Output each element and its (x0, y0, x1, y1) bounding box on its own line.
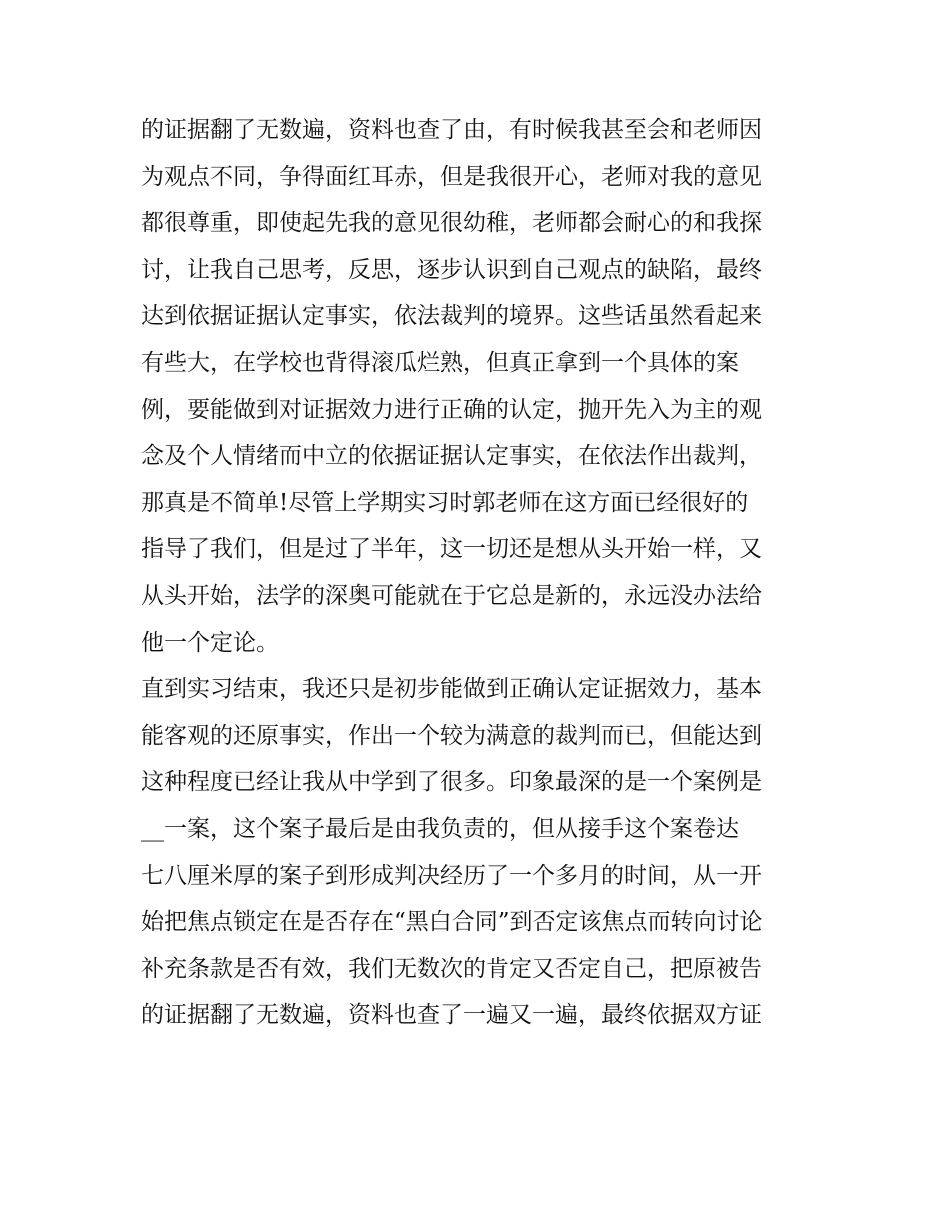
text-line: 的证据翻了无数遍，资料也查了由，有时候我甚至会和老师因 (141, 117, 762, 143)
text-line: 达到依据证据认定事实，依法裁判的境界。这些话虽然看起来 (141, 303, 762, 330)
text-line: 补充条款是否有效，我们无数次的肯定又否定自己，把原被告 (141, 955, 762, 982)
text-line: 例，要能做到对证据效力进行正确的认定，抛开先入为主的观 (141, 396, 762, 423)
text-line: 直到实习结束，我还只是初步能做到正确认定证据效力，基本 (141, 676, 762, 703)
text-line: 从头开始，法学的深奥可能就在于它总是新的，永远没办法给 (141, 582, 762, 609)
text-line: 有些大，在学校也背得滚瓜烂熟，但真正拿到一个具体的案 (141, 349, 739, 376)
text-line: 都很尊重，即使起先我的意见很幼稚，老师都会耐心的和我探 (141, 210, 762, 237)
text-line: 的证据翻了无数遍，资料也查了一遍又一遍，最终依据双方证 (141, 1002, 762, 1029)
text-line: 为观点不同，争得面红耳赤，但是我很开心，老师对我的意见 (141, 163, 762, 190)
text-line: 能客观的还原事实，作出一个较为满意的裁判而已，但能达到 (141, 722, 762, 749)
text-line: 他一个定论。 (141, 629, 279, 656)
text-line: 指导了我们，但是过了半年，这一切还是想从头开始一样，又 (141, 536, 762, 563)
body-text (141, 107, 821, 1039)
text-line: 七八厘米厚的案子到形成判决经历了一个多月的时间，从一开 (141, 862, 762, 889)
text-line: 始把焦点锁定在是否存在“黑白合同”到否定该焦点而转向讨论 (141, 909, 763, 936)
text-line: 那真是不简单!尽管上学期实习时郭老师在这方面已经很好的 (141, 489, 749, 516)
text-line: 这种程度已经让我从中学到了很多。印象最深的是一个案例是 (141, 769, 762, 796)
text-line: 念及个人情绪而中立的依据证据认定事实，在依法作出裁判， (141, 443, 762, 470)
text-line: 讨，让我自己思考，反思，逐步认识到自己观点的缺陷，最终 (141, 256, 762, 283)
text-line: __一案，这个案子最后是由我负责的，但从接手这个案卷达 (141, 815, 739, 842)
